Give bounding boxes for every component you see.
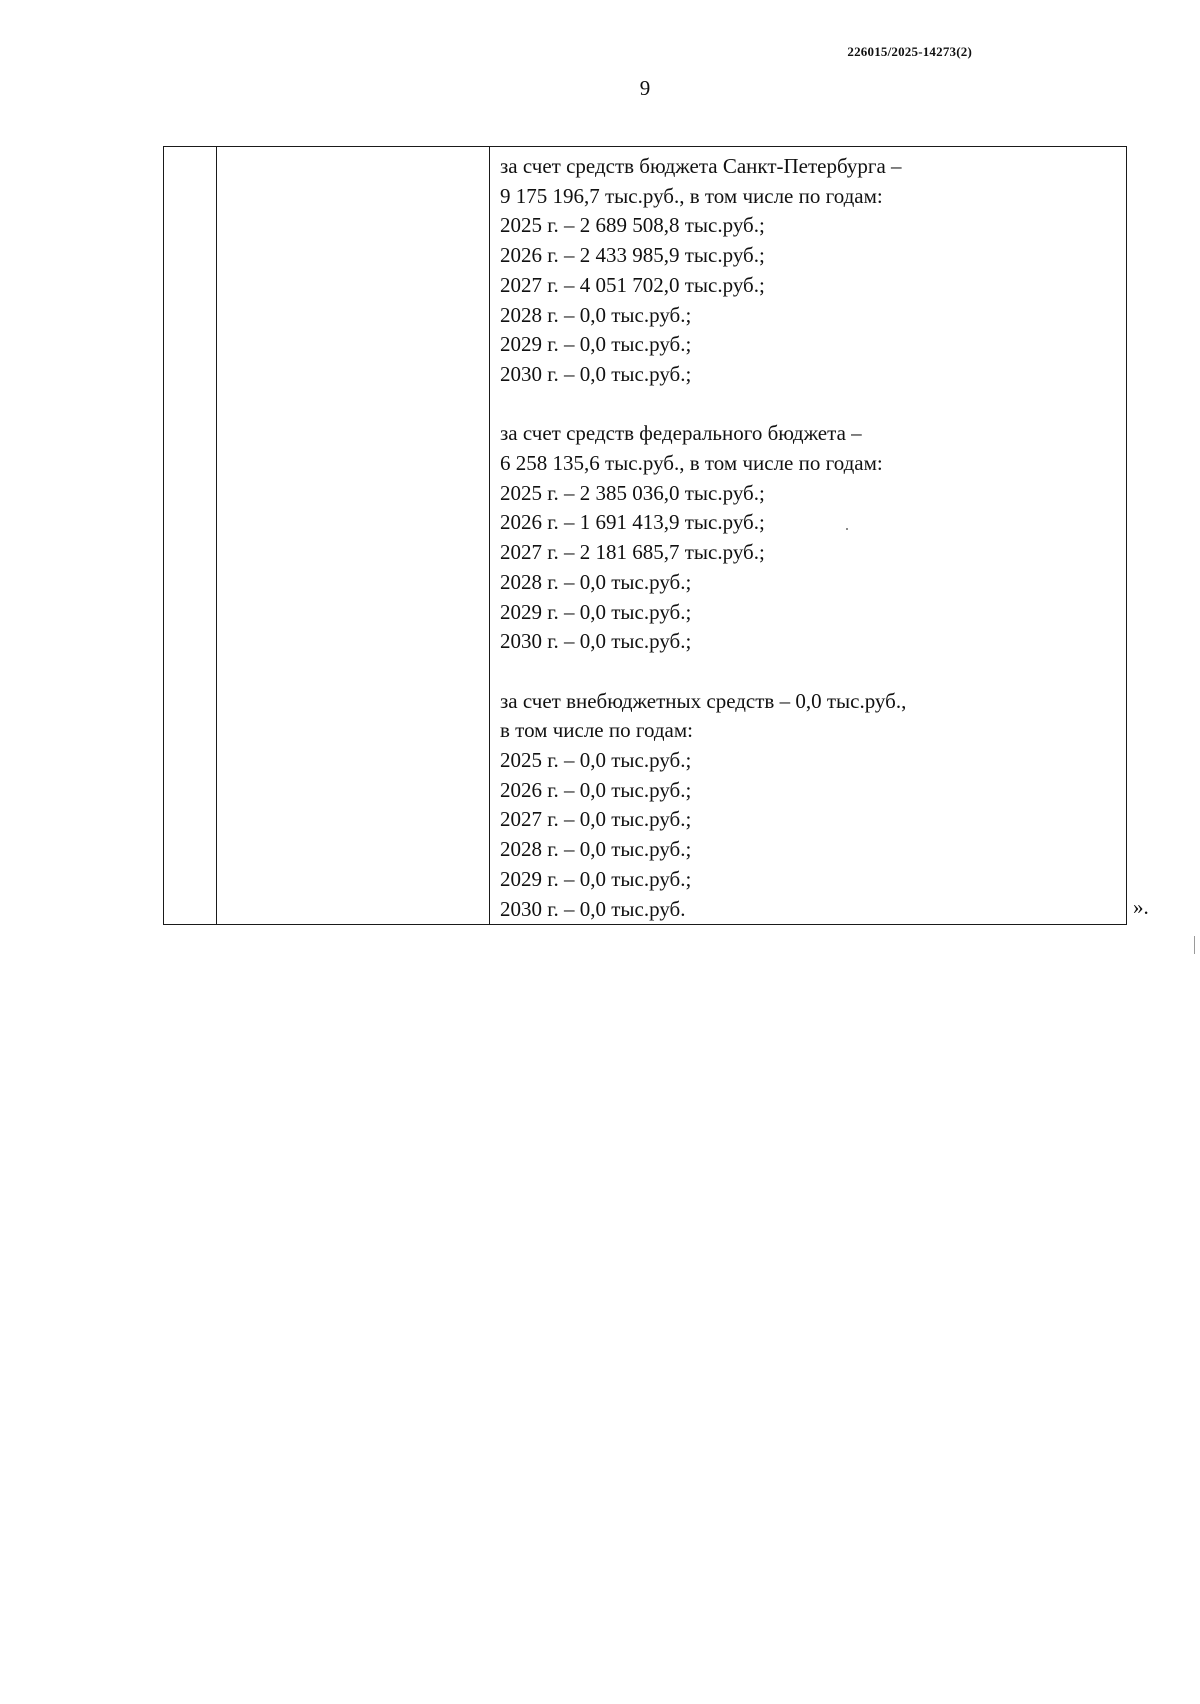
closing-quote: ». [1133,895,1149,919]
year-line: 2030 г. – 0,0 тыс.руб.; [500,629,692,654]
year-line: 2030 г. – 0,0 тыс.руб.; [500,361,692,386]
section-title-extra-budgetary: за счет внебюджетных средств – 0,0 тыс.руб., [500,688,907,713]
table-cell-number [164,147,217,925]
year-line: 2025 г. – 2 385 036,0 тыс.руб.; [500,480,765,505]
year-line: 2025 г. – 0,0 тыс.руб.; [500,748,692,773]
year-line: 2027 г. – 4 051 702,0 тыс.руб.; [500,272,765,297]
document-id: 226015/2025-14273(2) [847,44,972,59]
year-line: 2028 г. – 0,0 тыс.руб.; [500,837,692,862]
year-line: 2029 г. – 0,0 тыс.руб.; [500,332,692,357]
year-line: 2030 г. – 0,0 тыс.руб. [500,896,686,921]
section-total-federal-budget: 6 258 135,6 тыс.руб., в том числе по годам: [500,451,883,476]
year-line: 2026 г. – 0,0 тыс.руб.; [500,777,692,802]
scan-artifact-line [1194,936,1195,954]
year-line: 2026 г. – 2 433 985,9 тыс.руб.; [500,243,765,268]
funding-text [490,147,1126,924]
page-number: 9 [639,76,651,100]
year-line: 2027 г. – 2 181 685,7 тыс.руб.; [500,540,765,565]
table-cell-label [217,147,490,925]
year-line: 2029 г. – 0,0 тыс.руб.; [500,599,692,624]
table-cell-funding [490,147,1127,925]
section-title-federal-budget: за счет средств федерального бюджета – [500,421,862,446]
table-row [164,147,1127,925]
scan-artifact-dot [846,528,848,530]
year-line: 2029 г. – 0,0 тыс.руб.; [500,866,692,891]
year-line: 2026 г. – 1 691 413,9 тыс.руб.; [500,510,765,535]
year-line: 2028 г. – 0,0 тыс.руб.; [500,302,692,327]
year-line: 2028 г. – 0,0 тыс.руб.; [500,569,692,594]
section-spacer [500,657,1126,687]
section-total-spb-budget: 9 175 196,7 тыс.руб., в том числе по годам: [500,183,883,208]
year-line: 2025 г. – 2 689 508,8 тыс.руб.; [500,213,765,238]
year-line: 2027 г. – 0,0 тыс.руб.; [500,807,692,832]
section-total-extra-budgetary: в том числе по годам: [500,718,693,743]
funding-table [163,146,1127,925]
section-title-spb-budget: за счет средств бюджета Санкт-Петербурга – [500,154,902,178]
section-spacer [500,390,1126,420]
